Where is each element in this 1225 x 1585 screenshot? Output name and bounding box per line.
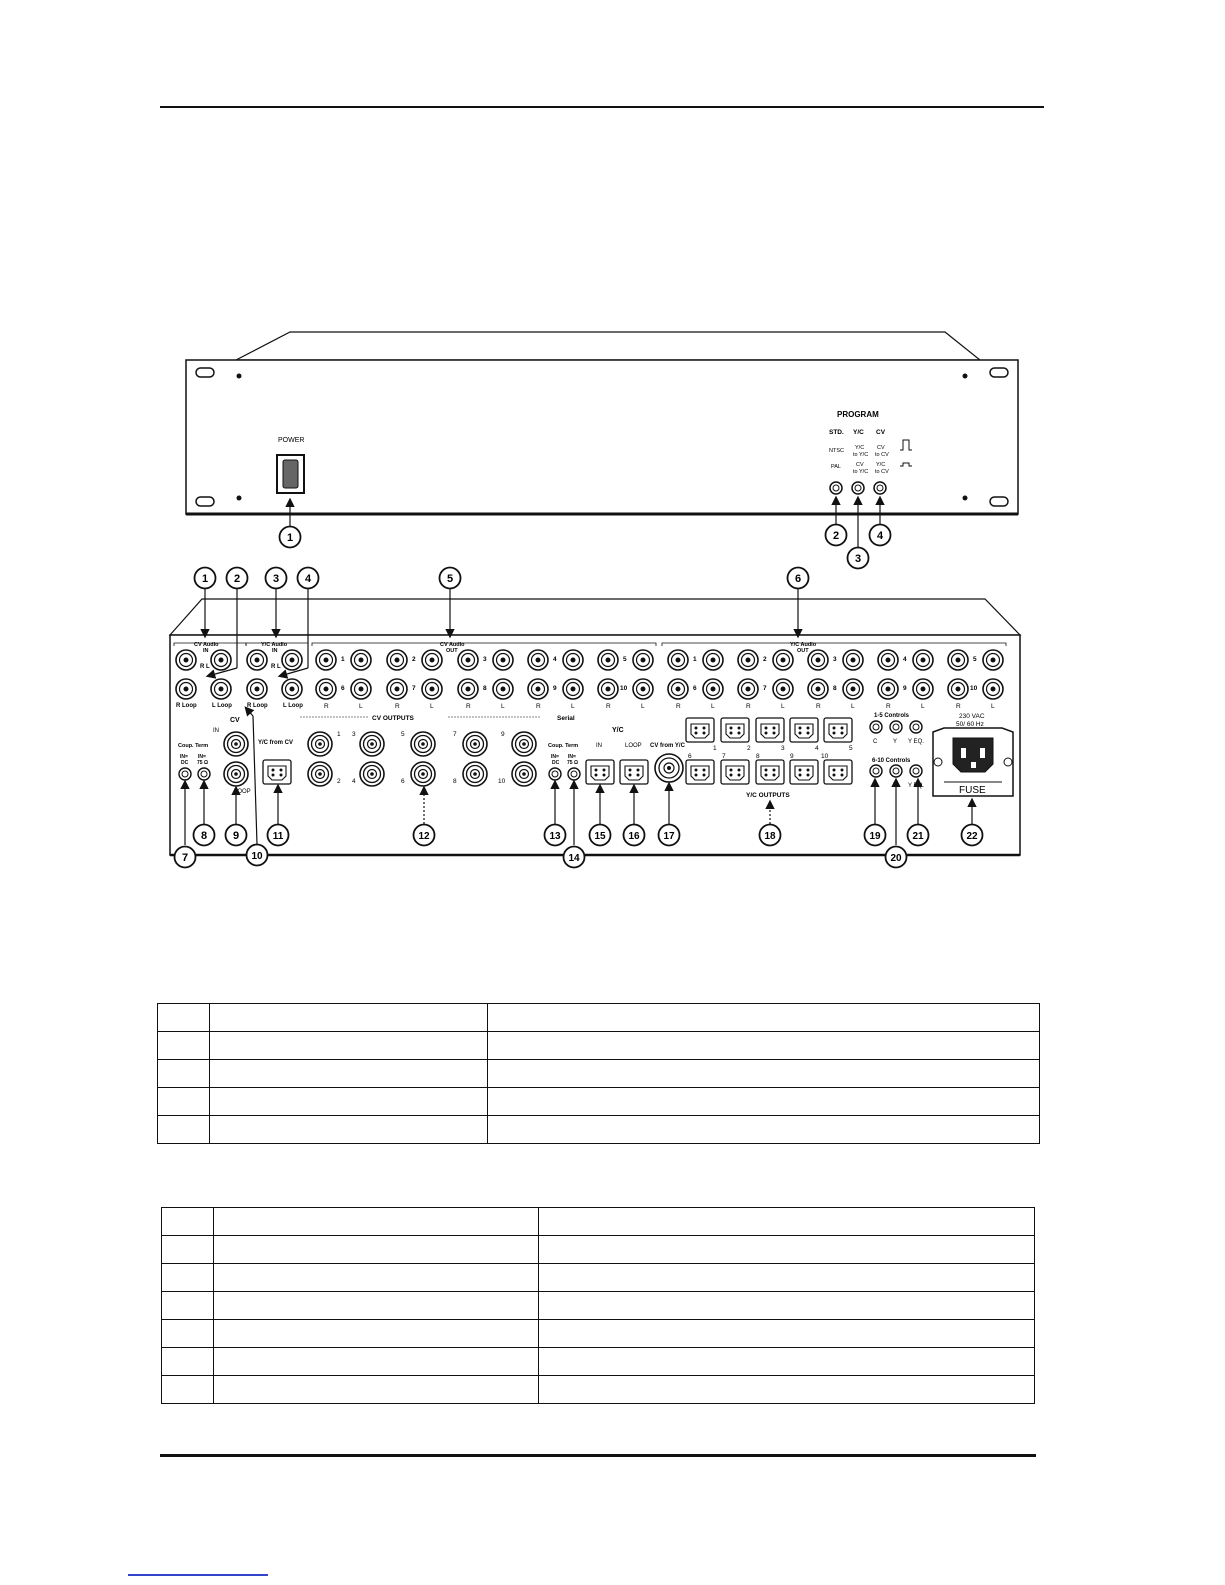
svg-text:L Loop: L Loop xyxy=(283,703,303,709)
callout-front-1: 1 xyxy=(286,532,294,544)
svg-text:9: 9 xyxy=(232,830,240,842)
svg-text:Y EQ.: Y EQ. xyxy=(908,739,924,745)
svg-text:Y/C OUTPUTS: Y/C OUTPUTS xyxy=(746,792,790,799)
svg-text:L: L xyxy=(206,664,210,670)
svg-text:C: C xyxy=(873,739,878,745)
svg-text:R: R xyxy=(271,664,276,670)
svg-text:75 Ω: 75 Ω xyxy=(197,760,208,766)
rear-panel xyxy=(170,599,1020,855)
table-row xyxy=(158,1088,1040,1116)
svg-text:Y/C from CV: Y/C from CV xyxy=(258,740,294,746)
svg-text:Y/C: Y/C xyxy=(853,429,864,436)
cv-in-bnc[interactable] xyxy=(224,732,248,756)
svg-text:R: R xyxy=(956,703,961,710)
svg-text:4: 4 xyxy=(352,778,356,785)
svg-text:5: 5 xyxy=(973,656,977,663)
svg-text:L: L xyxy=(921,703,925,710)
svg-text:7: 7 xyxy=(763,685,767,692)
svg-text:13: 13 xyxy=(549,831,561,842)
table-front-panel xyxy=(157,1003,1040,1144)
svg-text:50/ 60 Hz: 50/ 60 Hz xyxy=(956,721,984,728)
svg-text:Y/C: Y/C xyxy=(855,445,865,451)
svg-text:CV OUTPUTS: CV OUTPUTS xyxy=(372,715,414,722)
cv-loop-bnc[interactable] xyxy=(224,762,248,786)
svg-text:L: L xyxy=(711,703,715,710)
svg-text:C: C xyxy=(873,783,878,789)
svg-text:IN: IN xyxy=(203,648,209,654)
cv-button[interactable] xyxy=(874,482,886,494)
yc-audio-r-loop[interactable] xyxy=(247,679,267,699)
svg-text:Serial: Serial xyxy=(557,715,575,722)
svg-text:L: L xyxy=(571,703,575,710)
svg-text:8: 8 xyxy=(483,685,487,692)
svg-text:6: 6 xyxy=(693,685,697,692)
svg-text:2: 2 xyxy=(763,656,767,663)
callout-front-2: 2 xyxy=(832,530,840,542)
svg-text:Y/C Audio: Y/C Audio xyxy=(261,642,288,648)
table-rear-panel xyxy=(161,1207,1035,1404)
svg-text:6-10 Controls: 6-10 Controls xyxy=(872,758,911,764)
svg-text:19: 19 xyxy=(869,831,881,842)
svg-text:L: L xyxy=(641,703,645,710)
svg-text:5: 5 xyxy=(446,573,454,585)
svg-text:L Loop: L Loop xyxy=(212,703,232,709)
callout-front-4: 4 xyxy=(876,530,884,542)
svg-text:to Y/C: to Y/C xyxy=(853,469,869,475)
svg-text:4: 4 xyxy=(304,573,312,585)
svg-text:22: 22 xyxy=(966,831,978,842)
svg-text:R: R xyxy=(816,703,821,710)
svg-text:10: 10 xyxy=(821,753,829,760)
svg-text:8: 8 xyxy=(756,753,760,760)
svg-text:2: 2 xyxy=(337,778,341,785)
table-row xyxy=(162,1292,1035,1320)
svg-text:IN: IN xyxy=(213,728,219,734)
svg-text:9: 9 xyxy=(903,685,907,692)
svg-text:IN=: IN= xyxy=(568,754,576,760)
svg-text:10: 10 xyxy=(620,685,628,692)
table-row xyxy=(162,1236,1035,1264)
svg-text:7: 7 xyxy=(722,753,726,760)
svg-text:IN: IN xyxy=(596,743,602,749)
svg-text:17: 17 xyxy=(663,831,675,842)
svg-text:IN=: IN= xyxy=(551,754,559,760)
svg-text:5: 5 xyxy=(623,656,627,663)
yc-audio-in-r[interactable] xyxy=(247,650,267,670)
svg-text:230 VAC: 230 VAC xyxy=(959,713,985,720)
svg-text:7: 7 xyxy=(181,852,189,864)
table-row xyxy=(162,1208,1035,1236)
svg-text:15: 15 xyxy=(594,831,606,842)
svg-text:STD.: STD. xyxy=(829,429,844,436)
svg-text:6: 6 xyxy=(401,778,405,785)
table-row xyxy=(162,1376,1035,1404)
svg-text:1: 1 xyxy=(693,656,697,663)
svg-text:L: L xyxy=(851,703,855,710)
svg-text:R: R xyxy=(886,703,891,710)
svg-text:2: 2 xyxy=(747,745,751,752)
power-switch[interactable] xyxy=(277,455,304,493)
svg-text:9: 9 xyxy=(790,753,794,760)
svg-text:IN: IN xyxy=(272,648,278,654)
yc-button[interactable] xyxy=(852,482,864,494)
svg-text:6: 6 xyxy=(794,573,802,585)
svg-text:CV: CV xyxy=(856,462,864,468)
svg-text:5: 5 xyxy=(401,731,405,738)
svg-text:7: 7 xyxy=(453,731,457,738)
cv-audio-in-l[interactable] xyxy=(211,650,231,670)
svg-text:L: L xyxy=(501,703,505,710)
svg-text:8: 8 xyxy=(200,830,208,842)
svg-text:CV: CV xyxy=(876,429,886,436)
coup-dc-button[interactable] xyxy=(179,768,191,780)
control-6-10-y[interactable] xyxy=(890,765,902,777)
serial-coup-dc-button[interactable] xyxy=(549,768,561,780)
cv-from-yc-bnc[interactable] xyxy=(655,754,683,782)
svg-text:R Loop: R Loop xyxy=(176,703,197,709)
table-row xyxy=(158,1116,1040,1144)
svg-text:L: L xyxy=(781,703,785,710)
svg-text:9: 9 xyxy=(553,685,557,692)
control-1-5-y-eq[interactable] xyxy=(910,721,922,733)
control-6-10-c[interactable] xyxy=(870,765,882,777)
svg-text:1: 1 xyxy=(201,573,209,585)
svg-text:6: 6 xyxy=(688,753,692,760)
svg-text:Y EQ.: Y EQ. xyxy=(908,783,924,789)
svg-text:1: 1 xyxy=(337,731,341,738)
svg-text:10: 10 xyxy=(498,778,506,785)
svg-text:16: 16 xyxy=(628,831,640,842)
svg-text:OUT: OUT xyxy=(797,648,809,654)
svg-text:6: 6 xyxy=(341,685,345,692)
svg-text:R: R xyxy=(536,703,541,710)
svg-text:2: 2 xyxy=(412,656,416,663)
svg-text:PAL: PAL xyxy=(831,464,841,470)
table-row xyxy=(162,1264,1035,1292)
cv-audio-in-r[interactable] xyxy=(176,650,196,670)
svg-text:CV from Y/C: CV from Y/C xyxy=(650,743,685,749)
svg-text:CV Audio: CV Audio xyxy=(194,642,219,648)
svg-text:10: 10 xyxy=(970,685,978,692)
svg-text:R: R xyxy=(746,703,751,710)
svg-text:8: 8 xyxy=(833,685,837,692)
svg-text:18: 18 xyxy=(764,831,776,842)
svg-text:DC: DC xyxy=(552,760,560,766)
svg-text:OUT: OUT xyxy=(446,648,458,654)
footer-link[interactable] xyxy=(128,1574,268,1576)
svg-text:3: 3 xyxy=(272,573,280,585)
svg-text:to CV: to CV xyxy=(875,452,889,458)
svg-text:L: L xyxy=(359,703,363,710)
svg-text:L: L xyxy=(991,703,995,710)
svg-text:Y: Y xyxy=(893,739,898,745)
svg-text:IN=: IN= xyxy=(198,754,206,760)
table-row xyxy=(162,1348,1035,1376)
svg-text:Coup. Term: Coup. Term xyxy=(178,743,209,749)
std-button[interactable] xyxy=(830,482,842,494)
svg-text:2: 2 xyxy=(233,573,241,585)
power-label: POWER xyxy=(278,437,305,444)
svg-text:CV: CV xyxy=(877,445,885,451)
svg-text:L: L xyxy=(430,703,434,710)
svg-text:7: 7 xyxy=(412,685,416,692)
svg-text:20: 20 xyxy=(890,853,902,864)
svg-text:R: R xyxy=(606,703,611,710)
svg-text:to Y/C: to Y/C xyxy=(853,452,869,458)
svg-text:12: 12 xyxy=(418,831,430,842)
svg-text:L: L xyxy=(277,664,281,670)
svg-text:R: R xyxy=(676,703,681,710)
svg-text:3: 3 xyxy=(483,656,487,663)
term-75-button[interactable] xyxy=(198,768,210,780)
svg-text:to CV: to CV xyxy=(875,469,889,475)
table-row xyxy=(158,1060,1040,1088)
program-title: PROGRAM xyxy=(837,410,879,419)
svg-text:8: 8 xyxy=(453,778,457,785)
svg-text:21: 21 xyxy=(912,831,924,842)
svg-text:3: 3 xyxy=(352,731,356,738)
front-panel xyxy=(186,332,1018,569)
svg-text:LOOP: LOOP xyxy=(234,789,251,795)
table-row xyxy=(162,1320,1035,1348)
cv-audio-r-loop[interactable] xyxy=(176,679,196,699)
svg-text:Y: Y xyxy=(893,783,898,789)
svg-text:CV: CV xyxy=(230,717,240,724)
svg-text:Y/C: Y/C xyxy=(612,727,624,734)
yc-from-cv-connector[interactable] xyxy=(263,760,291,784)
table-row xyxy=(158,1004,1040,1032)
yc-in-connector[interactable] xyxy=(586,760,614,784)
table-row xyxy=(158,1032,1040,1060)
serial-term-75-button[interactable] xyxy=(568,768,580,780)
svg-text:LOOP: LOOP xyxy=(625,743,642,749)
svg-text:3: 3 xyxy=(781,745,785,752)
svg-text:NTSC: NTSC xyxy=(829,448,844,454)
svg-text:1-5 Controls: 1-5 Controls xyxy=(874,713,910,719)
svg-text:R: R xyxy=(466,703,471,710)
svg-text:75 Ω: 75 Ω xyxy=(567,760,578,766)
footer-rule xyxy=(160,1454,1036,1457)
svg-text:DC: DC xyxy=(181,760,189,766)
svg-text:4: 4 xyxy=(903,656,907,663)
yc-audio-l-loop[interactable] xyxy=(282,679,302,699)
svg-text:9: 9 xyxy=(501,731,505,738)
svg-text:1: 1 xyxy=(713,745,717,752)
svg-text:4: 4 xyxy=(553,656,557,663)
svg-text:CV Audio: CV Audio xyxy=(440,642,465,648)
svg-text:5: 5 xyxy=(849,745,853,752)
svg-text:11: 11 xyxy=(272,831,284,842)
svg-text:R Loop: R Loop xyxy=(247,703,268,709)
svg-text:4: 4 xyxy=(815,745,819,752)
callout-front-3: 3 xyxy=(854,553,862,565)
svg-text:R: R xyxy=(324,703,329,710)
svg-text:Y/C: Y/C xyxy=(876,462,886,468)
svg-text:R: R xyxy=(200,664,205,670)
cv-audio-l-loop[interactable] xyxy=(211,679,231,699)
svg-text:10: 10 xyxy=(251,851,263,862)
svg-text:IN=: IN= xyxy=(180,754,188,760)
svg-text:3: 3 xyxy=(833,656,837,663)
control-1-5-y[interactable] xyxy=(890,721,902,733)
svg-text:1: 1 xyxy=(341,656,345,663)
svg-text:R: R xyxy=(395,703,400,710)
yc-audio-in-l[interactable] xyxy=(282,650,302,670)
svg-text:Y/C Audio: Y/C Audio xyxy=(790,642,817,648)
control-1-5-c[interactable] xyxy=(870,721,882,733)
fuse-label: FUSE xyxy=(959,785,986,796)
svg-text:14: 14 xyxy=(568,853,580,864)
control-6-10-y-eq[interactable] xyxy=(910,765,922,777)
yc-loop-connector[interactable] xyxy=(620,760,648,784)
svg-text:Coup. Term: Coup. Term xyxy=(548,743,579,749)
